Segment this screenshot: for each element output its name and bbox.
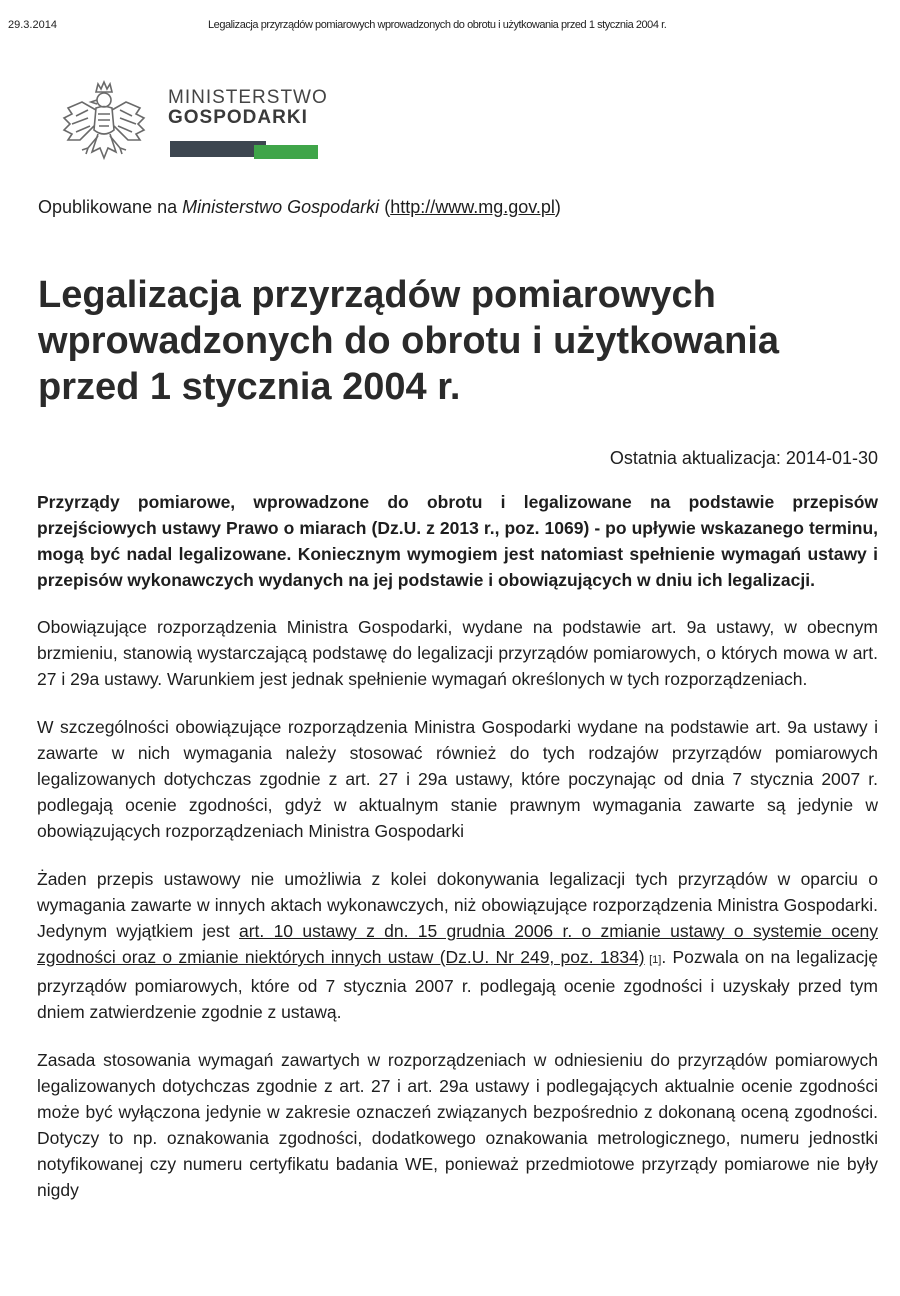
document-body bbox=[37, 489, 878, 1225]
print-header bbox=[0, 19, 900, 33]
act-reference-link[interactable]: art. 10 ustawy z dn. 15 grudnia 2006 r. o zmianie ustawy o systemie oceny zgodności oraz o zmianie niektórych innych ustaw (Dz.U. Nr 249, poz. 1834) bbox=[37, 921, 878, 967]
polish-eagle-emblem-icon bbox=[58, 78, 150, 178]
ministry-logo[interactable] bbox=[58, 78, 328, 178]
paragraph-3 bbox=[37, 866, 878, 1025]
last-update-date: Ostatnia aktualizacja: 2014-01-30 bbox=[609, 448, 878, 468]
lead-paragraph: Przyrządy pomiarowe, wprowadzone do obrotu i legalizowane na podstawie przepisów przejściowych ustawy Prawo o miarach (Dz.U. z 2013 r., poz. 1069) - po upływie wskazanego terminu, mogą być nadal legalizowane. Koniecznym wymogiem jest natomiast spełnienie wymagań ustawy i przepisów wykonawczych wydanych na jej podstawie i obowiązujących w dniu ich legalizacji. bbox=[37, 492, 878, 590]
paragraph-1: Obowiązujące rozporządzenia Ministra Gospodarki, wydane na podstawie art. 9a ustawy, w obecnym brzmieniu, stanowią wystarczającą podstawę do legalizacji przyrządów pomiarowych, o których mowa w art. 27 i 29a ustawy. Warunkiem jest jednak spełnienie wymagań określonych w tych rozporządzeniach. bbox=[37, 617, 878, 689]
logo-text-ministerstwo: MINISTERSTWO bbox=[168, 87, 328, 108]
source-site-name: Ministerstwo Gospodarki bbox=[182, 197, 380, 217]
paragraph-3-text-before-link: Żaden przepis ustawowy nie umożliwia z kolei dokonywania legalizacji tych przyrządów w oparciu o wymagania zawarte w innych aktach wykonawczych, niż obowiązujące rozporządzenia Ministra Gospodarki. Jedynym wyjątkiem jest bbox=[37, 869, 878, 941]
source-open-paren: ( bbox=[379, 197, 391, 217]
source-url-link[interactable]: http://www.mg.gov.pl bbox=[390, 197, 555, 217]
logo-text-gospodarki: GOSPODARKI bbox=[168, 107, 308, 128]
published-on-line bbox=[38, 197, 561, 218]
source-close-paren: ) bbox=[554, 197, 561, 217]
logo-dark-bar bbox=[170, 141, 266, 157]
print-date: 29.3.2014 bbox=[8, 19, 57, 31]
logo-green-bar bbox=[254, 145, 318, 159]
paragraph-2: W szczególności obowiązujące rozporządzenia Ministra Gospodarki wydane na podstawie art. 9a ustawy i zawarte w nich wymagania należy stosować również do tych rodzajów przyrządów pomiarowych legalizowanych dotychczas zgodnie z art. 27 i 29a ustawy, które poczynając od dnia 7 stycznia 2007 r. podlegają ocenie zgodności, gdyż w aktualnym stanie prawnym wymagania zawarte są jedynie w obowiązujących rozporządzeniach Ministra Gospodarki bbox=[37, 717, 878, 841]
paragraph-4: Zasada stosowania wymagań zawartych w rozporządzeniach w odniesieniu do przyrządów pomiarowych legalizowanych dotychczas zgodnie z art. 27 i art. 29a ustawy i podlegających aktualnie ocenie zgodności może być wyłączona jedynie w zakresie oznaczeń związanych bezpośrednio z dokonaną oceną zgodności. Dotyczy to np. oznakowania zgodności, dodatkowego oznakowania metrologicznego, numeru jednostki notyfikowanej czy numeru certyfikatu badania WE, ponieważ przedmiotowe przyrządy pomiarowe nie były nigdy bbox=[37, 1050, 878, 1200]
document-title: Legalizacja przyrządów pomiarowych wprowadzonych do obrotu i użytkowania przed 1 stycznia 2004 r. bbox=[38, 274, 780, 408]
source-prefix: Opublikowane na bbox=[38, 197, 183, 217]
footnote-marker: [1] bbox=[644, 954, 662, 966]
print-page-title: Legalizacja przyrządów pomiarowych wprowadzonych do obrotu i użytkowania przed 1 stycznia 2004 r. bbox=[208, 19, 667, 31]
paragraph-3-text-after-link: . Pozwala on na legalizację przyrządów pomiarowych, które od 7 stycznia 2007 r. podlegają ocenie zgodności i uzyskały przed tym dniem zatwierdzenie zgodnie z ustawą. bbox=[37, 947, 878, 1022]
